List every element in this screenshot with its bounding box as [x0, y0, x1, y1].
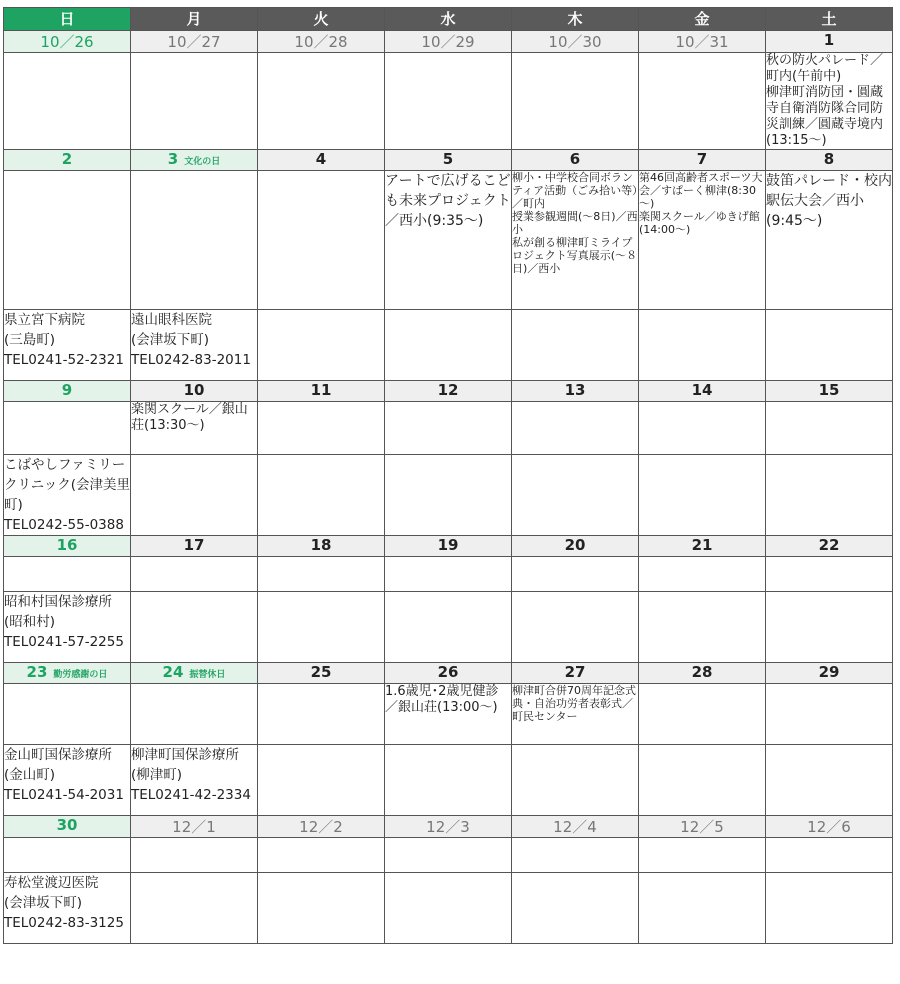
- weekday-mon: 月: [131, 8, 258, 31]
- day-number: 3: [167, 150, 179, 168]
- event-cell: [766, 838, 893, 873]
- event-cell: [258, 684, 385, 745]
- event-text: 1.6歳児･2歳児健診／銀山荘(13:00～): [385, 684, 499, 715]
- day-number: 2: [61, 150, 73, 168]
- duty-hospital-row: [4, 592, 893, 663]
- date-row: [4, 536, 893, 557]
- duty-hospital-cell: [4, 455, 131, 536]
- day-number-cell: [4, 31, 131, 53]
- day-number-cell: [512, 31, 639, 53]
- holiday-name: 勤労感謝の日: [53, 670, 108, 680]
- event-cell: [258, 402, 385, 455]
- event-cell: [131, 684, 258, 745]
- weekday-sun: 日: [4, 8, 131, 31]
- day-number: 15: [818, 381, 840, 399]
- day-number: 30: [56, 816, 78, 834]
- duty-hospital-text: 金山町国保診療所 (金山町) TEL0241-54-2031: [4, 747, 124, 803]
- event-cell: [131, 838, 258, 873]
- day-number-cell: [385, 536, 512, 557]
- duty-hospital-cell: [512, 873, 639, 944]
- date-row: [4, 816, 893, 838]
- day-number-cell: [4, 381, 131, 402]
- day-number-cell: [512, 381, 639, 402]
- day-number-cell: [258, 381, 385, 402]
- day-number: 29: [818, 663, 840, 681]
- day-number-cell: [766, 663, 893, 684]
- day-number: 6: [569, 150, 581, 168]
- event-cell: [131, 171, 258, 310]
- date-row: [4, 663, 893, 684]
- day-number: 12／2: [299, 818, 343, 836]
- duty-hospital-cell: [258, 455, 385, 536]
- event-text: 鼓笛パレード・校内駅伝大会／西小(9:45～): [766, 173, 892, 229]
- weekday-header-row: [4, 8, 893, 31]
- event-cell: [4, 402, 131, 455]
- weekday-fri: 金: [639, 8, 766, 31]
- weekday-thu: 木: [512, 8, 639, 31]
- day-number-cell: [639, 150, 766, 171]
- duty-hospital-cell: [4, 745, 131, 816]
- duty-hospital-cell: [512, 455, 639, 536]
- day-number: 28: [691, 663, 713, 681]
- day-number-cell: [131, 816, 258, 838]
- day-number-cell: [4, 150, 131, 171]
- duty-hospital-cell: [639, 455, 766, 536]
- event-cell: [512, 53, 639, 150]
- event-row: [4, 838, 893, 873]
- day-number: 12／1: [172, 818, 216, 836]
- day-number: 9: [61, 381, 73, 399]
- duty-hospital-cell: [639, 592, 766, 663]
- duty-hospital-cell: [258, 592, 385, 663]
- calendar-body: [4, 31, 893, 944]
- day-number-cell: [766, 816, 893, 838]
- duty-hospital-text: 遠山眼科医院 (会津坂下町) TEL0242-83-2011: [131, 312, 251, 368]
- day-number-cell: [131, 536, 258, 557]
- duty-hospital-cell: [766, 592, 893, 663]
- date-row: [4, 150, 893, 171]
- day-number: 12／6: [807, 818, 851, 836]
- day-number-cell: [258, 150, 385, 171]
- event-text: 柳津町合併70周年記念式典・自治功労者表彰式／町民センター: [512, 684, 636, 723]
- duty-hospital-cell: [766, 310, 893, 381]
- duty-hospital-cell: [766, 745, 893, 816]
- duty-hospital-cell: [639, 873, 766, 944]
- day-number: 10: [183, 381, 205, 399]
- duty-hospital-cell: [258, 873, 385, 944]
- day-number: 8: [823, 150, 835, 168]
- day-number: 19: [437, 536, 459, 554]
- event-cell: [639, 557, 766, 592]
- day-number: 13: [564, 381, 586, 399]
- day-number-cell: [385, 663, 512, 684]
- day-number: 5: [442, 150, 454, 168]
- day-number: 22: [818, 536, 840, 554]
- holiday-name: 文化の日: [184, 157, 221, 167]
- day-number-cell: [258, 31, 385, 53]
- day-number: 10／31: [675, 33, 729, 51]
- day-number-cell: [4, 816, 131, 838]
- duty-hospital-cell: [385, 455, 512, 536]
- event-cell: [766, 53, 893, 150]
- event-cell: [385, 684, 512, 745]
- duty-hospital-text: 寿松堂渡辺医院 (会津坂下町) TEL0242-83-3125: [4, 875, 124, 931]
- event-cell: [512, 557, 639, 592]
- event-cell: [131, 402, 258, 455]
- event-cell: [258, 557, 385, 592]
- day-number-cell: [385, 150, 512, 171]
- day-number-cell: [258, 816, 385, 838]
- weekday-wed: 水: [385, 8, 512, 31]
- event-cell: [131, 557, 258, 592]
- holiday-name: 振替休日: [189, 670, 226, 680]
- event-row: [4, 684, 893, 745]
- day-number: 23: [26, 663, 48, 681]
- event-cell: [639, 402, 766, 455]
- event-cell: [385, 53, 512, 150]
- day-number: 12／3: [426, 818, 470, 836]
- day-number: 18: [310, 536, 332, 554]
- day-number-cell: [639, 663, 766, 684]
- event-cell: [512, 838, 639, 873]
- event-cell: [385, 557, 512, 592]
- event-cell: [258, 53, 385, 150]
- duty-hospital-cell: [131, 455, 258, 536]
- day-number-cell: [385, 31, 512, 53]
- duty-hospital-cell: [385, 310, 512, 381]
- duty-hospital-cell: [385, 592, 512, 663]
- duty-hospital-cell: [766, 873, 893, 944]
- day-number: 17: [183, 536, 205, 554]
- day-number-cell: [639, 31, 766, 53]
- event-row: [4, 402, 893, 455]
- duty-hospital-cell: [385, 745, 512, 816]
- duty-hospital-cell: [4, 873, 131, 944]
- day-number-cell: [512, 536, 639, 557]
- event-row: [4, 171, 893, 310]
- event-cell: [639, 171, 766, 310]
- day-number: 1: [823, 31, 835, 49]
- event-row: [4, 557, 893, 592]
- duty-hospital-text: 県立宮下病院 (三島町) TEL0241-52-2321: [4, 312, 124, 368]
- event-cell: [385, 402, 512, 455]
- duty-hospital-cell: [131, 873, 258, 944]
- duty-hospital-cell: [4, 310, 131, 381]
- event-cell: [766, 402, 893, 455]
- day-number-cell: [766, 381, 893, 402]
- date-row: [4, 31, 893, 53]
- calendar-table: [3, 7, 893, 944]
- duty-hospital-cell: [512, 310, 639, 381]
- duty-hospital-cell: [385, 873, 512, 944]
- day-number-cell: [766, 150, 893, 171]
- duty-hospital-cell: [512, 592, 639, 663]
- day-number: 11: [310, 381, 332, 399]
- event-cell: [385, 838, 512, 873]
- day-number-cell: [512, 816, 639, 838]
- event-row: [4, 53, 893, 150]
- day-number-cell: [385, 381, 512, 402]
- duty-hospital-cell: [766, 455, 893, 536]
- event-cell: [131, 53, 258, 150]
- day-number: 10／28: [294, 33, 348, 51]
- day-number: 10／26: [40, 33, 94, 51]
- event-cell: [639, 838, 766, 873]
- day-number-cell: [131, 381, 258, 402]
- event-cell: [639, 684, 766, 745]
- weekday-tue: 火: [258, 8, 385, 31]
- event-text: 秋の防火パレード／町内(午前中) 柳津町消防団・圓蔵寺自衛消防隊合同防災訓練／圓蔵寺境内(13:15～): [766, 53, 884, 148]
- day-number: 12／5: [680, 818, 724, 836]
- day-number-cell: [258, 536, 385, 557]
- duty-hospital-row: [4, 310, 893, 381]
- duty-hospital-cell: [131, 745, 258, 816]
- duty-hospital-cell: [258, 745, 385, 816]
- duty-hospital-cell: [639, 745, 766, 816]
- day-number-cell: [258, 663, 385, 684]
- duty-hospital-text: 柳津町国保診療所 (柳津町) TEL0241-42-2334: [131, 747, 251, 803]
- day-number-cell: [4, 663, 131, 684]
- monthly-calendar: [3, 7, 892, 944]
- event-cell: [258, 171, 385, 310]
- day-number: 14: [691, 381, 713, 399]
- day-number-cell: [766, 31, 893, 53]
- event-cell: [258, 838, 385, 873]
- event-cell: [512, 171, 639, 310]
- duty-hospital-cell: [4, 592, 131, 663]
- day-number-cell: [131, 663, 258, 684]
- event-cell: [512, 684, 639, 745]
- day-number: 25: [310, 663, 332, 681]
- event-cell: [766, 684, 893, 745]
- duty-hospital-text: 昭和村国保診療所 (昭和村) TEL0241-57-2255: [4, 594, 124, 650]
- event-cell: [4, 171, 131, 310]
- day-number-cell: [639, 381, 766, 402]
- day-number: 21: [691, 536, 713, 554]
- day-number: 4: [315, 150, 327, 168]
- duty-hospital-text: こばやしファミリークリニック(会津美里町) TEL0242-55-0388: [4, 457, 130, 533]
- day-number: 12: [437, 381, 459, 399]
- duty-hospital-row: [4, 745, 893, 816]
- event-text: 第46回高齢者スポーツ大会／すぱーく柳津(8:30～) 楽関スクール／ゆきげ館(14:00～): [639, 171, 763, 236]
- day-number: 26: [437, 663, 459, 681]
- day-number-cell: [4, 536, 131, 557]
- day-number-cell: [512, 663, 639, 684]
- day-number: 10／27: [167, 33, 221, 51]
- event-cell: [4, 684, 131, 745]
- event-text: アートで広げるこども未来プロジェクト／西小(9:35～): [385, 173, 511, 229]
- day-number-cell: [512, 150, 639, 171]
- day-number: 27: [564, 663, 586, 681]
- duty-hospital-cell: [258, 310, 385, 381]
- day-number-cell: [639, 816, 766, 838]
- day-number-cell: [766, 536, 893, 557]
- event-cell: [4, 53, 131, 150]
- day-number: 20: [564, 536, 586, 554]
- weekday-sat: 土: [766, 8, 893, 31]
- duty-hospital-row: [4, 455, 893, 536]
- duty-hospital-cell: [131, 310, 258, 381]
- event-text: 楽関スクール／銀山荘(13:30～): [131, 402, 248, 433]
- day-number-cell: [639, 536, 766, 557]
- day-number-cell: [131, 31, 258, 53]
- day-number: 12／4: [553, 818, 597, 836]
- duty-hospital-cell: [131, 592, 258, 663]
- day-number: 24: [162, 663, 184, 681]
- event-cell: [766, 557, 893, 592]
- day-number: 10／30: [548, 33, 602, 51]
- event-cell: [4, 557, 131, 592]
- day-number: 10／29: [421, 33, 475, 51]
- day-number-cell: [131, 150, 258, 171]
- duty-hospital-cell: [639, 310, 766, 381]
- event-cell: [639, 53, 766, 150]
- event-cell: [4, 838, 131, 873]
- event-cell: [385, 171, 512, 310]
- event-cell: [766, 171, 893, 310]
- duty-hospital-row: [4, 873, 893, 944]
- day-number: 7: [696, 150, 708, 168]
- event-text: 柳小・中学校合同ボランティア活動（ごみ拾い等）／町内 授業参観週間(～8日)／西小 私が創る柳津町ミライプロジェクト写真展示(～８日)／西小: [512, 171, 638, 275]
- event-cell: [512, 402, 639, 455]
- day-number-cell: [385, 816, 512, 838]
- day-number: 16: [56, 536, 78, 554]
- duty-hospital-cell: [512, 745, 639, 816]
- date-row: [4, 381, 893, 402]
